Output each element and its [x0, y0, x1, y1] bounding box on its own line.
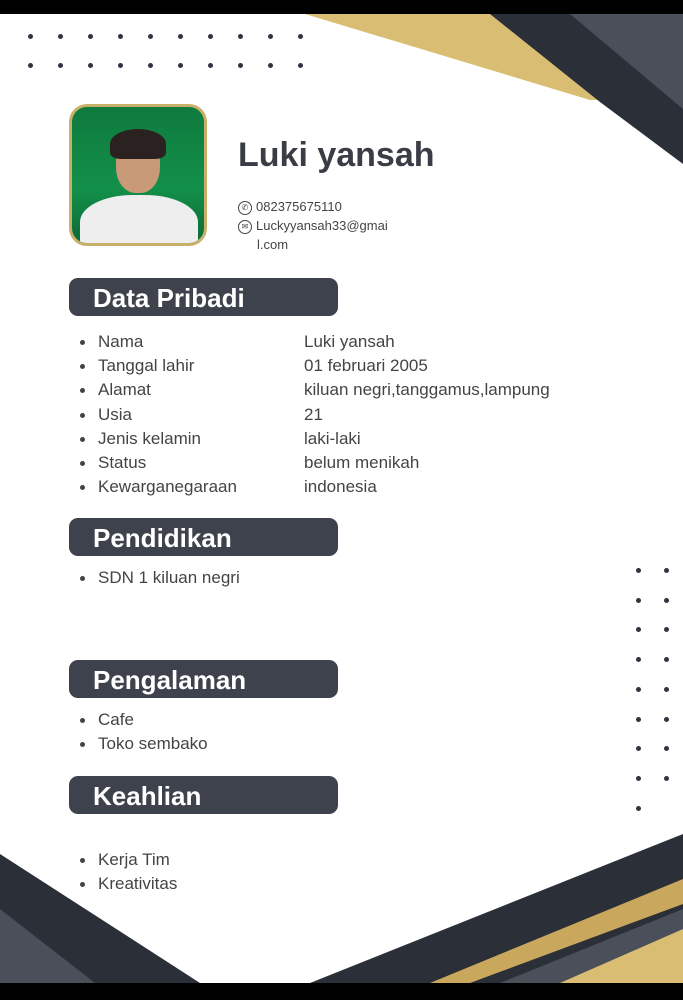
email-line-1: Luckyyansah33@gmai	[256, 218, 388, 233]
email-icon: ✉	[238, 220, 252, 234]
dot	[636, 687, 641, 692]
dot	[298, 63, 303, 68]
item-value: belum menikah	[304, 452, 420, 472]
item-label: Kewarganegaraan	[98, 477, 237, 497]
dot	[636, 568, 641, 573]
phone-icon: ✆	[238, 201, 252, 215]
dot	[28, 34, 33, 39]
dot	[636, 717, 641, 722]
dot	[636, 806, 641, 811]
dot	[636, 776, 641, 781]
dot	[58, 34, 63, 39]
item-label: Tanggal lahir	[98, 356, 195, 376]
item-value: laki-laki	[304, 428, 361, 448]
phone-contact	[238, 199, 342, 215]
item-label: SDN 1 kiluan negri	[98, 568, 240, 587]
section-header-personal: Data Pribadi	[69, 278, 338, 316]
item-label: Usia	[98, 404, 133, 424]
item-value: 21	[304, 404, 323, 424]
dot	[178, 63, 183, 68]
dot	[268, 63, 273, 68]
profile-name: Luki yansah	[238, 136, 435, 174]
item-label: Jenis kelamin	[98, 428, 201, 448]
profile-photo	[69, 104, 207, 246]
section-header-skills: Keahlian	[69, 776, 338, 814]
dot	[118, 34, 123, 39]
section-header-experience: Pengalaman	[69, 660, 338, 698]
dot	[664, 776, 669, 781]
item-label: Cafe	[98, 710, 134, 729]
dot	[664, 568, 669, 573]
dot	[268, 34, 273, 39]
item-label: Kreativitas	[98, 874, 178, 894]
phone-number: 082375675110	[256, 199, 342, 214]
item-value: indonesia	[304, 477, 377, 497]
dot	[58, 63, 63, 68]
item-value: kiluan negri,tanggamus,lampung	[304, 380, 550, 400]
dot	[664, 687, 669, 692]
dot	[208, 34, 213, 39]
dot	[148, 34, 153, 39]
item-label: Alamat	[98, 380, 151, 400]
item-value: 01 februari 2005	[304, 356, 428, 376]
dot	[88, 34, 93, 39]
dot	[664, 598, 669, 603]
email-contact	[238, 218, 388, 234]
item-label: Status	[98, 452, 147, 472]
dot	[148, 63, 153, 68]
dot	[208, 63, 213, 68]
dot	[238, 34, 243, 39]
item-value: Luki yansah	[304, 332, 395, 351]
email-line-2: l.com	[257, 237, 289, 252]
cv-page	[0, 14, 683, 983]
dot	[178, 34, 183, 39]
item-label: Kerja Tim	[98, 850, 170, 869]
dot	[28, 63, 33, 68]
item-label: Toko sembako	[98, 734, 208, 754]
section-header-education: Pendidikan	[69, 518, 338, 556]
item-label: Nama	[98, 332, 144, 351]
dot	[664, 717, 669, 722]
dot	[118, 63, 123, 68]
dot	[636, 598, 641, 603]
dot	[238, 63, 243, 68]
dot	[88, 63, 93, 68]
dot	[298, 34, 303, 39]
